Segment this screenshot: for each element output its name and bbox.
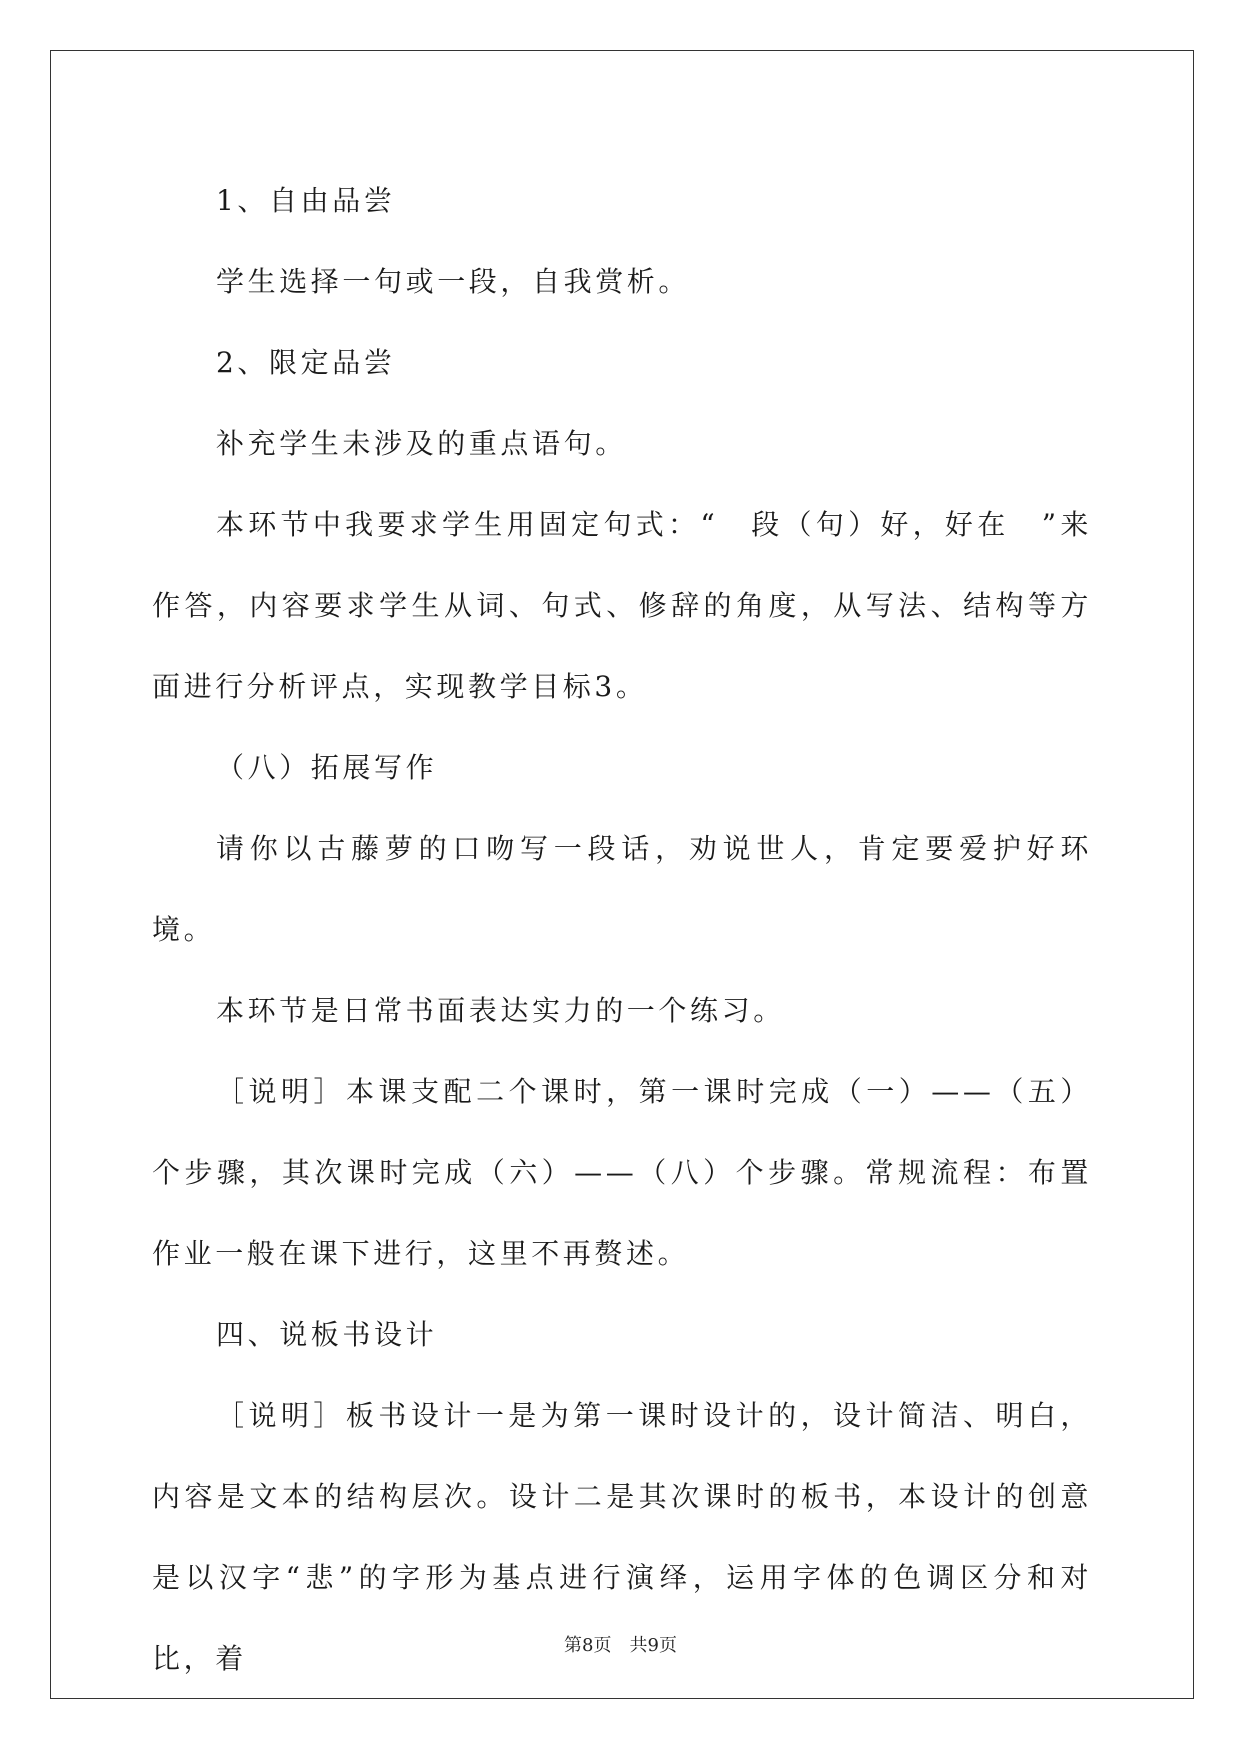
paragraph-2: 学生选择一句或一段，自我赏析。 <box>216 265 691 298</box>
paragraph-3: 2、限定品尝 <box>216 346 396 379</box>
paragraph-10: 四、说板书设计 <box>216 1318 438 1351</box>
paragraph-4: 补充学生未涉及的重点语句。 <box>216 427 627 460</box>
paragraph-6: （八）拓展写作 <box>216 751 438 784</box>
page-footer: 第8页 共9页 <box>564 1635 677 1656</box>
paragraph-7: 请你以古藤萝的口吻写一段话，劝说世人，肯定要爱护好环境。 <box>152 832 1092 946</box>
paragraph-1: 1、自由品尝 <box>216 184 396 217</box>
paragraph-8: 本环节是日常书面表达实力的一个练习。 <box>216 994 785 1027</box>
paragraph-5: 本环节中我要求学生用固定句式：“ 段（句）好，好在 ”来作答，内容要求学生从词、句式、修辞的角度，从写法、结构等方面进行分析评点，实现教学目标3。 <box>152 508 1092 703</box>
paragraph-9: ［说明］本课支配二个课时，第一课时完成（一）——（五）个步骤，其次课时完成（六）——（八）个步骤。常规流程：布置作业一般在课下进行，这里不再赘述。 <box>152 1075 1092 1270</box>
paragraph-11: ［说明］板书设计一是为第一课时设计的，设计简洁、明白，内容是文本的结构层次。设计二是其次课时的板书，本设计的创意是以汉字“悲”的字形为基点进行演绎，运用字体的色调区分和对比，着 <box>152 1399 1092 1675</box>
document-body <box>152 160 1092 1699</box>
